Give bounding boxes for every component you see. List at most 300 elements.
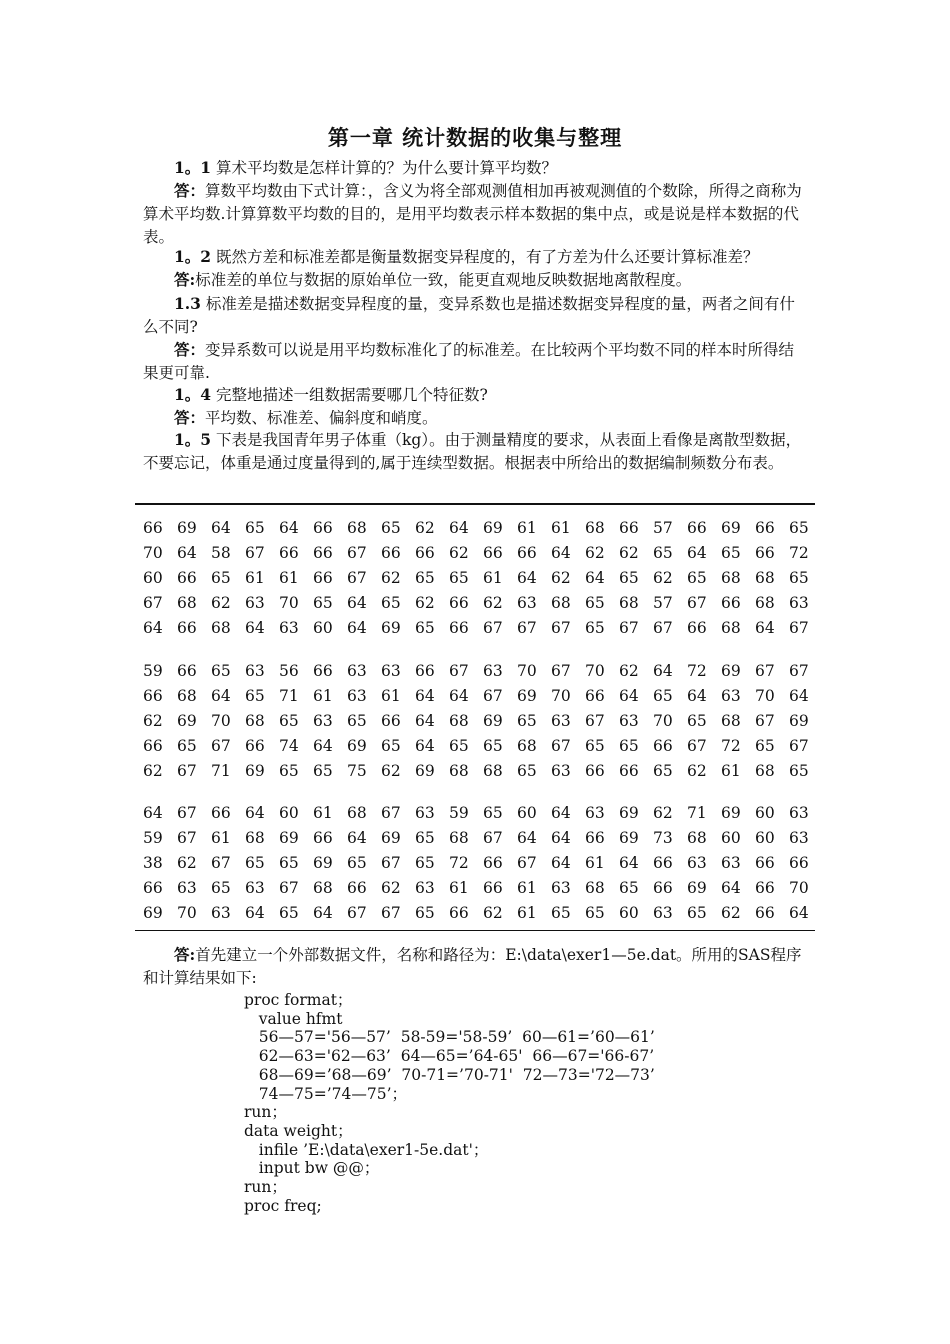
table-cell: 66	[143, 736, 163, 755]
table-row	[135, 759, 815, 784]
table-cell: 67	[551, 619, 571, 637]
table-cell: 62	[619, 661, 639, 680]
table-cell: 69	[619, 804, 639, 822]
table-cell: 66	[619, 519, 639, 537]
chapter-title: 第一章 统计数据的收集与整理	[327, 125, 623, 150]
table-cell: 69	[789, 711, 809, 730]
table-cell: 63	[721, 854, 741, 872]
table-cell: 67	[789, 619, 809, 637]
table-cell: 73	[653, 829, 673, 847]
table-cell: 69	[381, 829, 401, 847]
question-1-1	[143, 156, 808, 180]
table-cell: 67	[381, 854, 401, 872]
table-cell: 63	[619, 711, 639, 730]
table-cell: 64	[551, 829, 571, 847]
answer-1-4	[143, 406, 808, 430]
question-text: 完整地描述一组数据需要哪几个特征数?	[216, 386, 488, 404]
table-cell: 65	[313, 761, 333, 780]
table-cell: 64	[313, 736, 333, 755]
table-cell: 69	[721, 804, 741, 822]
table-cell: 64	[245, 619, 265, 637]
table-cell: 68	[721, 569, 741, 587]
table-cell: 69	[143, 904, 163, 922]
table-cell: 65	[687, 711, 707, 730]
table-cell: 65	[381, 519, 401, 537]
table-cell: 63	[347, 661, 367, 680]
table-cell: 67	[449, 661, 469, 680]
table-cell: 72	[789, 544, 809, 562]
table-cell: 63	[721, 686, 741, 705]
table-cell: 63	[551, 761, 571, 780]
table-cell: 70	[789, 879, 809, 897]
table-cell: 63	[313, 711, 333, 730]
table-cell: 57	[653, 519, 673, 537]
question-1-5	[143, 428, 808, 475]
table-cell: 64	[347, 829, 367, 847]
table-cell: 66	[313, 661, 333, 680]
table-cell: 69	[483, 519, 503, 537]
table-cell: 66	[755, 904, 775, 922]
code-line: 62—63='62—63’ 64—65=’64-65' 66—67='66-67’	[244, 1047, 655, 1066]
table-cell: 69	[279, 829, 299, 847]
table-cell: 63	[245, 594, 265, 612]
table-cell: 66	[313, 519, 333, 537]
table-cell: 65	[585, 619, 605, 637]
answer-1-2	[143, 268, 808, 292]
table-cell: 62	[143, 711, 163, 730]
table-cell: 63	[381, 661, 401, 680]
table-cell: 68	[721, 619, 741, 637]
table-cell: 62	[449, 544, 469, 562]
table-cell: 64	[517, 569, 537, 587]
table-cell: 68	[449, 829, 469, 847]
table-cell: 65	[653, 544, 673, 562]
table-cell: 63	[347, 686, 367, 705]
table-cell: 63	[245, 661, 265, 680]
table-cell: 63	[551, 879, 571, 897]
table-cell: 67	[517, 854, 537, 872]
question-1-3	[143, 292, 808, 339]
table-cell: 65	[585, 736, 605, 755]
table-cell: 69	[687, 879, 707, 897]
table-cell: 69	[313, 854, 333, 872]
table-cell: 68	[619, 594, 639, 612]
table-cell: 66	[755, 854, 775, 872]
table-row	[135, 734, 815, 759]
table-cell: 62	[551, 569, 571, 587]
table-cell: 62	[619, 544, 639, 562]
question-1-2	[143, 245, 808, 269]
table-cell: 70	[755, 686, 775, 705]
table-cell: 64	[449, 519, 469, 537]
table-cell: 67	[381, 904, 401, 922]
table-bottom-rule	[135, 930, 815, 931]
table-cell: 61	[483, 569, 503, 587]
table-cell: 70	[279, 594, 299, 612]
table-cell: 59	[143, 661, 163, 680]
table-cell: 60	[143, 569, 163, 587]
table-cell: 65	[585, 904, 605, 922]
table-cell: 66	[483, 854, 503, 872]
table-cell: 68	[245, 829, 265, 847]
table-cell: 65	[449, 736, 469, 755]
question-text: 既然方差和标准差都是衡量数据变异程度的，有了方差为什么还要计算标准差？	[216, 248, 759, 266]
table-cell: 69	[517, 686, 537, 705]
table-cell: 66	[483, 879, 503, 897]
table-cell: 65	[415, 854, 435, 872]
table-cell: 64	[789, 904, 809, 922]
table-cell: 70	[177, 904, 197, 922]
table-cell: 63	[415, 879, 435, 897]
table-cell: 66	[381, 544, 401, 562]
table-cell: 65	[653, 761, 673, 780]
table-cell: 69	[619, 829, 639, 847]
table-cell: 66	[177, 619, 197, 637]
table-cell: 61	[721, 761, 741, 780]
table-cell: 66	[585, 761, 605, 780]
table-cell: 65	[653, 686, 673, 705]
table-cell: 64	[789, 686, 809, 705]
question-text: 标准差是描述数据变异程度的量，变异系数也是描述数据变异程度的量，两者之间有什么不同?	[143, 295, 795, 336]
answer-label: 答:	[174, 270, 196, 289]
table-cell: 69	[415, 761, 435, 780]
table-cell: 70	[653, 711, 673, 730]
table-cell: 61	[449, 879, 469, 897]
table-cell: 62	[381, 761, 401, 780]
table-cell: 69	[347, 736, 367, 755]
table-cell: 62	[653, 804, 673, 822]
table-cell: 66	[177, 569, 197, 587]
table-cell: 72	[721, 736, 741, 755]
table-cell: 65	[415, 829, 435, 847]
table-row	[135, 566, 815, 591]
table-cell: 61	[551, 519, 571, 537]
table-cell: 61	[585, 854, 605, 872]
table-cell: 70	[517, 661, 537, 680]
table-cell: 65	[517, 761, 537, 780]
weight-data-table	[135, 516, 815, 926]
table-cell: 66	[415, 544, 435, 562]
table-cell: 67	[245, 544, 265, 562]
table-cell: 63	[789, 829, 809, 847]
table-cell: 66	[245, 736, 265, 755]
table-cell: 65	[517, 711, 537, 730]
table-cell: 64	[551, 854, 571, 872]
table-cell: 61	[313, 686, 333, 705]
table-cell: 67	[789, 661, 809, 680]
table-row	[135, 516, 815, 541]
table-cell: 62	[687, 761, 707, 780]
table-row	[135, 684, 815, 709]
table-cell: 64	[585, 569, 605, 587]
table-cell: 69	[721, 661, 741, 680]
table-cell: 65	[381, 736, 401, 755]
table-cell: 64	[211, 686, 231, 705]
table-cell: 61	[313, 804, 333, 822]
table-cell: 64	[619, 854, 639, 872]
table-cell: 64	[551, 804, 571, 822]
table-cell: 65	[483, 736, 503, 755]
table-cell: 63	[517, 594, 537, 612]
table-cell: 64	[517, 829, 537, 847]
table-cell: 67	[211, 736, 231, 755]
table-cell: 61	[517, 879, 537, 897]
table-cell: 67	[551, 661, 571, 680]
table-cell: 70	[143, 544, 163, 562]
question-text: 下表是我国青年男子体重（kg）。由于测量精度的要求，从表面上看像是离散型数据，不要忘记，体重是通过度量得到的,属于连续型数据。根据表中所给出的数据编制频数分布表。	[143, 431, 802, 472]
table-cell: 66	[313, 569, 333, 587]
table-cell: 65	[279, 761, 299, 780]
table-cell: 66	[687, 519, 707, 537]
table-cell: 66	[755, 879, 775, 897]
table-cell: 68	[687, 829, 707, 847]
table-cell: 64	[177, 544, 197, 562]
answer-label: 答：	[174, 181, 206, 200]
table-cell: 63	[551, 711, 571, 730]
table-cell: 68	[483, 761, 503, 780]
table-cell: 67	[585, 711, 605, 730]
table-cell: 70	[551, 686, 571, 705]
table-cell: 65	[551, 904, 571, 922]
question-number: 1。2	[174, 247, 212, 266]
table-row	[135, 591, 815, 616]
table-cell: 64	[551, 544, 571, 562]
table-cell: 64	[415, 736, 435, 755]
table-cell: 66	[313, 829, 333, 847]
table-cell: 64	[721, 879, 741, 897]
table-cell: 60	[619, 904, 639, 922]
table-cell: 61	[517, 519, 537, 537]
table-row	[135, 826, 815, 851]
table-cell: 68	[347, 519, 367, 537]
table-cell: 68	[177, 594, 197, 612]
table-cell: 65	[245, 686, 265, 705]
table-cell: 61	[279, 569, 299, 587]
table-cell: 56	[279, 661, 299, 680]
table-cell: 66	[143, 686, 163, 705]
table-cell: 63	[279, 619, 299, 637]
table-row	[135, 541, 815, 566]
table-cell: 67	[551, 736, 571, 755]
table-cell: 71	[687, 804, 707, 822]
table-cell: 65	[687, 569, 707, 587]
table-cell: 65	[789, 519, 809, 537]
table-cell: 66	[483, 544, 503, 562]
table-cell: 66	[517, 544, 537, 562]
table-cell: 74	[279, 736, 299, 755]
table-cell: 66	[143, 519, 163, 537]
table-cell: 68	[347, 804, 367, 822]
table-cell: 68	[721, 711, 741, 730]
table-cell: 65	[755, 736, 775, 755]
table-cell: 65	[279, 854, 299, 872]
table-cell: 60	[517, 804, 537, 822]
table-cell: 62	[381, 569, 401, 587]
table-cell: 65	[449, 569, 469, 587]
code-line: data weight；	[244, 1121, 353, 1140]
question-text: 算术平均数是怎样计算的？为什么要计算平均数？	[216, 159, 558, 177]
answer-text: 标准差的单位与数据的原始单位一致，能更直观地反映数据地离散程度。	[195, 271, 692, 289]
table-cell: 64	[619, 686, 639, 705]
question-number: 1。4	[174, 385, 212, 404]
table-cell: 63	[415, 804, 435, 822]
table-cell: 66	[211, 804, 231, 822]
table-cell: 64	[245, 904, 265, 922]
table-cell: 62	[381, 879, 401, 897]
table-cell: 65	[313, 594, 333, 612]
table-cell: 65	[211, 569, 231, 587]
table-cell: 62	[415, 594, 435, 612]
table-cell: 70	[585, 661, 605, 680]
table-cell: 64	[143, 804, 163, 822]
table-cell: 64	[143, 619, 163, 637]
table-row	[135, 616, 815, 641]
table-cell: 67	[483, 619, 503, 637]
table-cell: 67	[789, 736, 809, 755]
answer-label: 答:	[174, 945, 196, 964]
table-cell: 70	[211, 711, 231, 730]
answer-text: 首先建立一个外部数据文件，名称和路径为：E:\data\exer1—5e.dat。所用的SAS程序和计算结果如下:	[143, 946, 802, 987]
code-line: 74—75=’74—75’；	[244, 1084, 408, 1103]
code-line: input bw @@；	[244, 1159, 380, 1178]
table-cell: 66	[143, 879, 163, 897]
table-cell: 66	[449, 619, 469, 637]
answer-label: 答：	[174, 340, 206, 359]
table-cell: 65	[279, 904, 299, 922]
table-cell: 67	[177, 761, 197, 780]
table-cell: 67	[381, 804, 401, 822]
table-row	[135, 876, 815, 901]
table-cell: 63	[177, 879, 197, 897]
code-line: 56—57='56—57’ 58-59='58-59’ 60—61=’60—61’	[244, 1028, 655, 1047]
table-cell: 62	[585, 544, 605, 562]
table-cell: 63	[653, 904, 673, 922]
table-cell: 67	[347, 904, 367, 922]
table-cell: 57	[653, 594, 673, 612]
table-cell: 68	[449, 711, 469, 730]
table-cell: 60	[721, 829, 741, 847]
table-cell: 65	[585, 594, 605, 612]
table-cell: 71	[211, 761, 231, 780]
table-cell: 66	[619, 761, 639, 780]
table-cell: 68	[245, 711, 265, 730]
table-cell: 65	[381, 594, 401, 612]
table-cell: 65	[211, 879, 231, 897]
table-cell: 63	[789, 804, 809, 822]
table-cell: 61	[517, 904, 537, 922]
table-cell: 66	[755, 544, 775, 562]
table-cell: 67	[653, 619, 673, 637]
table-cell: 61	[211, 829, 231, 847]
table-cell: 66	[687, 619, 707, 637]
table-cell: 68	[551, 594, 571, 612]
table-cell: 66	[653, 736, 673, 755]
table-cell: 67	[755, 661, 775, 680]
table-cell: 66	[177, 661, 197, 680]
table-cell: 65	[619, 569, 639, 587]
table-cell: 69	[483, 711, 503, 730]
table-cell: 62	[177, 854, 197, 872]
table-cell: 69	[245, 761, 265, 780]
table-cell: 62	[143, 761, 163, 780]
table-cell: 67	[687, 736, 707, 755]
table-cell: 68	[755, 569, 775, 587]
table-cell: 65	[347, 854, 367, 872]
table-cell: 65	[279, 711, 299, 730]
table-cell: 66	[279, 544, 299, 562]
table-cell: 68	[755, 761, 775, 780]
table-cell: 62	[483, 904, 503, 922]
table-cell: 66	[585, 686, 605, 705]
table-cell: 66	[721, 594, 741, 612]
answer-text: 算数平均数由下式计算：，含义为将全部观测值相加再被观测值的个数除，所得之商称为算术平均数.计算算数平均数的目的，是用平均数表示样本数据的集中点，或是说是样本数据的代表。	[143, 182, 802, 246]
table-cell: 67	[143, 594, 163, 612]
table-row	[135, 901, 815, 926]
table-cell: 65	[211, 661, 231, 680]
table-cell: 64	[653, 661, 673, 680]
table-cell: 58	[211, 544, 231, 562]
table-cell: 75	[347, 761, 367, 780]
table-cell: 71	[279, 686, 299, 705]
table-cell: 68	[313, 879, 333, 897]
table-cell: 64	[347, 594, 367, 612]
table-cell: 67	[177, 829, 197, 847]
table-cell: 62	[211, 594, 231, 612]
table-cell: 66	[449, 594, 469, 612]
table-cell: 68	[585, 879, 605, 897]
table-cell: 69	[381, 619, 401, 637]
answer-text: 变异系数可以说是用平均数标准化了的标准差。在比较两个平均数不同的样本时所得结果更可靠.	[143, 341, 795, 382]
table-cell: 64	[313, 904, 333, 922]
table-cell: 72	[449, 854, 469, 872]
table-cell: 66	[313, 544, 333, 562]
table-row	[135, 659, 815, 684]
table-cell: 65	[721, 544, 741, 562]
table-cell: 62	[415, 519, 435, 537]
table-cell: 66	[585, 829, 605, 847]
table-cell: 66	[449, 904, 469, 922]
table-cell: 65	[483, 804, 503, 822]
table-top-rule	[135, 503, 815, 505]
table-cell: 64	[279, 519, 299, 537]
code-line: proc freq;	[244, 1196, 322, 1215]
table-cell: 38	[143, 854, 163, 872]
table-cell: 67	[483, 686, 503, 705]
table-row	[135, 709, 815, 734]
table-cell: 66	[347, 879, 367, 897]
sas-code-block	[244, 991, 655, 1215]
table-cell: 62	[721, 904, 741, 922]
table-cell: 68	[755, 594, 775, 612]
table-cell: 69	[177, 711, 197, 730]
table-cell: 64	[415, 686, 435, 705]
table-cell: 66	[653, 854, 673, 872]
table-cell: 65	[177, 736, 197, 755]
table-cell: 64	[347, 619, 367, 637]
table-cell: 63	[483, 661, 503, 680]
code-line: run；	[244, 1178, 287, 1197]
code-line: proc format；	[244, 991, 353, 1009]
question-number: 1。5	[174, 430, 212, 449]
table-cell: 67	[687, 594, 707, 612]
table-cell: 65	[619, 879, 639, 897]
question-1-4	[143, 383, 808, 407]
table-cell: 65	[687, 904, 707, 922]
table-cell: 60	[755, 829, 775, 847]
answer-label: 答：	[174, 408, 206, 427]
table-cell: 67	[347, 569, 367, 587]
table-cell: 67	[619, 619, 639, 637]
